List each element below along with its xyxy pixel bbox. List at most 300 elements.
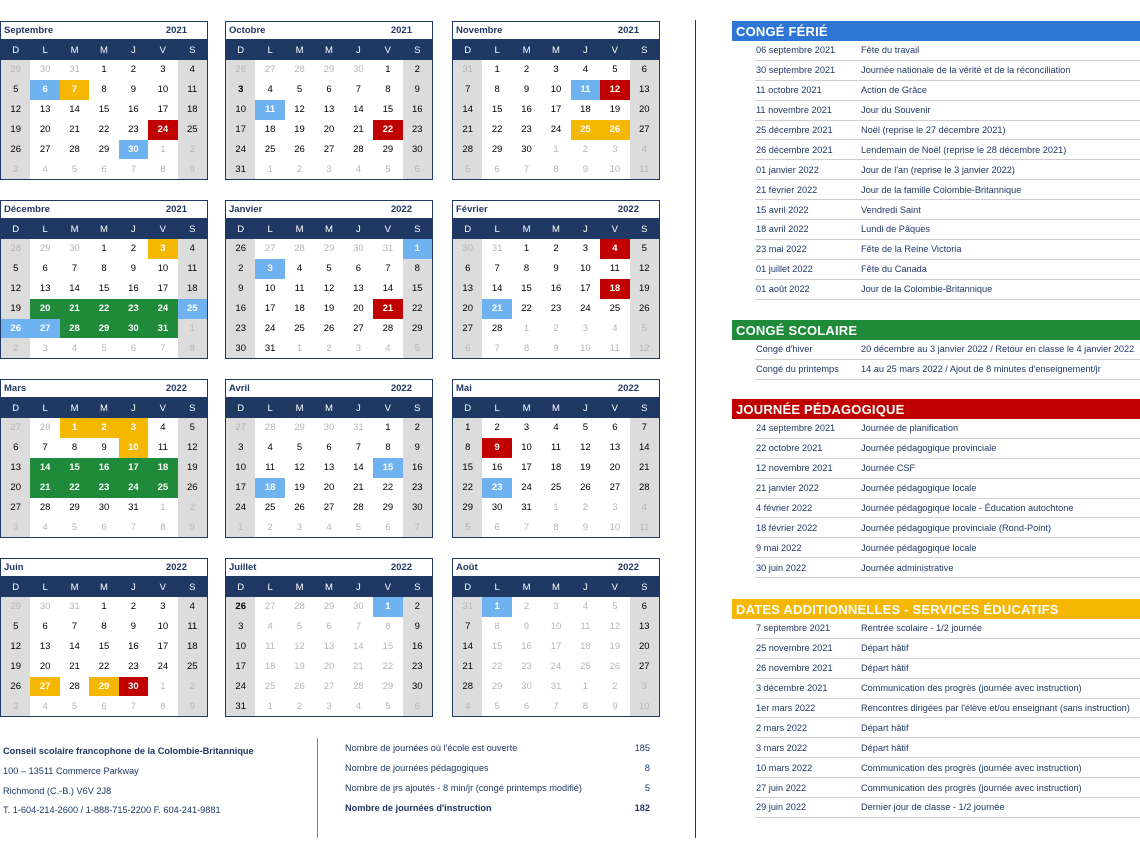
day-cell: 29 xyxy=(382,144,394,155)
day-cell: 3 xyxy=(255,259,284,279)
month-header xyxy=(453,380,659,398)
weekday-header: M xyxy=(512,577,541,597)
day-cell: 27 xyxy=(39,144,51,155)
day-cell: 31 xyxy=(453,60,482,80)
day-cell: 30 xyxy=(119,140,148,160)
month-calendar xyxy=(0,21,208,180)
day-cell: 15 xyxy=(521,283,532,295)
day-cell: 30 xyxy=(119,319,148,339)
day-cell: 30 xyxy=(521,681,532,692)
month-name: Novembre xyxy=(456,25,503,36)
weekday-header: D xyxy=(1,398,30,418)
month-calendar xyxy=(225,21,433,180)
day-cell: 5 xyxy=(71,521,78,533)
day-cell: 21 xyxy=(69,124,80,136)
event-row xyxy=(755,738,1140,758)
event-label: Fête du travail xyxy=(861,45,920,56)
weekday-header: M xyxy=(541,219,570,239)
event-date: 27 juin 2022 xyxy=(756,782,807,793)
phone-line: T. 1-604-214-2600 / 1-888-715-2200 F. 604-241-9881 xyxy=(3,805,221,816)
event-label: 20 décembre au 3 janvier 2022 / Retour en classe le 4 janvier 2022 xyxy=(861,344,1135,355)
day-cell: 19 xyxy=(178,458,207,478)
day-cell: 14 xyxy=(353,104,364,116)
weekday-header: M xyxy=(60,40,89,60)
day-cell: 30 xyxy=(453,239,482,259)
event-date: 21 février 2022 xyxy=(756,184,818,195)
day-cell: 6 xyxy=(130,342,137,354)
event-label: Journée administrative xyxy=(861,562,954,573)
day-cell: 28 xyxy=(69,144,80,155)
day-cell: 28 xyxy=(491,323,503,334)
day-cell: 9 xyxy=(582,521,589,533)
day-cell: 17 xyxy=(264,303,276,315)
day-cell: 22 xyxy=(382,661,394,673)
day-cell: 9 xyxy=(101,442,107,454)
day-cell: 16 xyxy=(491,462,503,474)
event-row xyxy=(755,459,1140,479)
day-cell: 23 xyxy=(128,661,139,673)
event-row xyxy=(755,260,1140,280)
month-name: Octobre xyxy=(229,25,266,36)
day-cell: 31 xyxy=(382,243,394,255)
day-cell: 3 xyxy=(582,243,589,255)
day-cell: 4 xyxy=(582,64,589,76)
day-cell: 11 xyxy=(157,442,168,454)
stat-label: Nombre de journées où l'école est ouverte xyxy=(345,743,518,753)
day-cell: 4 xyxy=(267,442,273,454)
day-cell: 4 xyxy=(178,60,207,80)
section-header-dates-additionnelles xyxy=(732,599,1140,619)
day-cell: 2 xyxy=(1,338,30,358)
day-cell: 30 xyxy=(403,498,432,518)
day-cell: 4 xyxy=(42,521,48,533)
day-cell: 27 xyxy=(323,502,335,513)
list-dates-additionnelles xyxy=(755,619,1140,818)
weekday-header: M xyxy=(512,219,541,239)
day-cell: 3 xyxy=(160,601,166,613)
day-cell: 14 xyxy=(453,637,482,657)
weekday-header: M xyxy=(60,398,89,418)
day-cell: 27 xyxy=(226,418,255,438)
event-row xyxy=(755,798,1140,818)
day-cell: 1 xyxy=(385,64,391,76)
day-cell: 8 xyxy=(385,442,391,454)
day-cell: 26 xyxy=(226,239,255,259)
day-cell: 21 xyxy=(453,120,482,140)
event-date: 2 mars 2022 xyxy=(756,722,808,733)
weekday-header: J xyxy=(119,219,148,239)
event-label: Départ hâtif xyxy=(861,722,909,733)
event-date: 1er mars 2022 xyxy=(756,703,816,713)
day-cell: 25 xyxy=(264,502,276,513)
day-cell: 3 xyxy=(1,159,30,179)
day-cell: 17 xyxy=(226,478,255,498)
day-cell: 10 xyxy=(226,637,255,657)
day-cell: 25 xyxy=(178,299,207,319)
day-cell: 26 xyxy=(600,120,629,140)
day-cell: 8 xyxy=(178,338,207,358)
day-cell: 21 xyxy=(482,299,511,319)
month-calendar xyxy=(452,379,660,538)
day-cell: 30 xyxy=(39,601,51,613)
list-journee-pedagogique xyxy=(755,419,1140,578)
day-cell: 15 xyxy=(382,641,394,653)
stat-row xyxy=(345,778,650,798)
day-cell: 16 xyxy=(89,458,118,478)
event-date: 29 juin 2022 xyxy=(756,802,807,813)
event-label: Jour de la Colombie-Britannique xyxy=(861,284,993,295)
day-cell: 28 xyxy=(630,478,659,498)
day-cell: 16 xyxy=(226,299,255,319)
weekday-header: M xyxy=(314,219,343,239)
day-cell: 30 xyxy=(491,502,503,513)
event-row xyxy=(755,340,1140,360)
day-cell: 30 xyxy=(323,422,335,434)
day-cell: 19 xyxy=(294,661,305,673)
event-row xyxy=(755,41,1140,61)
day-cell: 5 xyxy=(630,319,659,339)
month-header xyxy=(226,559,432,577)
weekday-header: D xyxy=(453,219,482,239)
day-cell: 1 xyxy=(160,502,166,513)
month-calendar xyxy=(0,200,208,359)
day-cell: 23 xyxy=(128,124,139,136)
day-cell: 24 xyxy=(550,661,562,673)
event-row xyxy=(755,718,1140,738)
day-cell: 16 xyxy=(403,637,432,657)
day-cell: 15 xyxy=(403,279,432,299)
event-label: Rentrée scolaire - 1/2 journée xyxy=(861,623,983,634)
weekday-header: M xyxy=(89,219,118,239)
day-cell: 26 xyxy=(1,140,30,160)
weekday-header: S xyxy=(178,219,207,239)
month-year: 2021 xyxy=(165,25,187,36)
day-cell: 1 xyxy=(523,323,530,334)
day-cell: 6 xyxy=(326,442,332,454)
day-cell: 12 xyxy=(600,80,629,100)
day-cell: 5 xyxy=(178,418,207,438)
day-cell: 12 xyxy=(1,100,30,120)
day-cell: 26 xyxy=(178,478,207,498)
day-cell: 23 xyxy=(521,661,532,673)
event-row xyxy=(755,280,1140,300)
day-cell: 8 xyxy=(553,163,559,175)
day-cell: 19 xyxy=(1,120,30,140)
day-cell: 26 xyxy=(294,502,305,513)
day-cell: 11 xyxy=(294,283,305,295)
day-cell: 22 xyxy=(98,124,110,136)
day-cell: 31 xyxy=(353,422,364,434)
event-label: Jour de l'an (reprise le 3 janvier 2022) xyxy=(861,164,1015,175)
day-cell: 13 xyxy=(323,104,335,116)
day-cell: 13 xyxy=(323,462,335,474)
day-cell: 3 xyxy=(148,239,177,259)
day-cell: 13 xyxy=(630,617,659,637)
day-cell: 6 xyxy=(523,700,530,712)
day-cell: 17 xyxy=(226,120,255,140)
day-cell: 7 xyxy=(453,617,482,637)
weekday-header: V xyxy=(373,577,402,597)
day-cell: 8 xyxy=(101,263,107,275)
weekday-header: D xyxy=(1,577,30,597)
event-date: 18 février 2022 xyxy=(756,522,818,533)
day-cell: 4 xyxy=(267,621,273,633)
event-date: 3 mars 2022 xyxy=(756,742,808,753)
weekday-header: L xyxy=(482,40,511,60)
day-cell: 12 xyxy=(630,259,659,279)
day-cell: 11 xyxy=(571,80,600,100)
day-cell: 1 xyxy=(178,319,207,339)
day-cell: 17 xyxy=(580,283,591,295)
event-date: 26 novembre 2021 xyxy=(756,663,833,674)
weekday-header: L xyxy=(482,219,511,239)
weekday-header: M xyxy=(285,577,314,597)
day-cell: 22 xyxy=(491,661,503,673)
weekday-header: M xyxy=(541,40,570,60)
month-year: 2022 xyxy=(165,383,187,394)
day-cell: 31 xyxy=(226,159,255,179)
day-cell: 25 xyxy=(580,661,591,673)
day-cell: 30 xyxy=(39,64,51,76)
day-cell: 26 xyxy=(226,60,255,80)
day-cell: 30 xyxy=(403,677,432,697)
event-row xyxy=(755,101,1140,121)
day-cell: 11 xyxy=(630,517,659,537)
day-cell: 14 xyxy=(69,104,80,116)
day-cell: 23 xyxy=(482,478,511,498)
day-cell: 10 xyxy=(264,283,276,295)
month-name: Février xyxy=(456,204,488,215)
weekday-header: V xyxy=(373,40,402,60)
day-cell: 3 xyxy=(630,677,659,697)
day-cell: 10 xyxy=(580,263,591,275)
day-cell: 9 xyxy=(553,342,559,354)
weekday-header: J xyxy=(119,398,148,418)
day-cell: 23 xyxy=(403,657,432,677)
event-row xyxy=(755,240,1140,260)
day-cell: 26 xyxy=(323,323,335,334)
event-label: Départ hâtif xyxy=(861,742,909,753)
day-cell: 27 xyxy=(609,482,621,494)
day-cell: 27 xyxy=(1,498,30,518)
weekday-header: S xyxy=(178,40,207,60)
day-cell: 1 xyxy=(267,163,273,175)
weekday-header: V xyxy=(600,40,629,60)
day-cell: 5 xyxy=(296,84,303,96)
day-cell: 8 xyxy=(494,621,500,633)
day-cell: 8 xyxy=(582,700,589,712)
day-cell: 21 xyxy=(630,458,659,478)
day-cell: 1 xyxy=(403,239,432,259)
day-cell: 7 xyxy=(130,700,137,712)
month-header xyxy=(1,559,207,577)
event-date: Congé du printemps xyxy=(756,364,839,375)
address-line-1: 100 – 13511 Commerce Parkway xyxy=(3,765,139,776)
event-date: 06 septembre 2021 xyxy=(756,45,836,56)
stat-value: 8 xyxy=(644,763,650,773)
day-cell: 25 xyxy=(178,657,207,677)
day-cell: 6 xyxy=(453,338,482,358)
day-cell: 8 xyxy=(160,521,166,533)
day-cell: 6 xyxy=(326,621,332,633)
day-cell: 19 xyxy=(294,482,305,494)
day-cell: 30 xyxy=(119,677,148,697)
day-cell: 12 xyxy=(294,641,305,653)
day-cell: 18 xyxy=(264,124,276,136)
day-cell: 26 xyxy=(609,661,621,673)
weekday-header: V xyxy=(148,219,177,239)
divider-footer xyxy=(317,738,318,838)
event-row xyxy=(755,538,1140,558)
day-cell: 4 xyxy=(582,601,589,613)
section-header-conge-scolaire xyxy=(732,320,1140,340)
day-cell: 8 xyxy=(385,621,391,633)
day-cell: 9 xyxy=(178,159,207,179)
day-cell: 27 xyxy=(264,601,276,613)
day-cell: 2 xyxy=(130,243,137,255)
event-date: 22 octobre 2021 xyxy=(756,443,823,454)
event-label: Départ hâtif xyxy=(861,663,909,674)
event-row xyxy=(755,61,1140,81)
weekday-header: V xyxy=(148,40,177,60)
day-cell: 6 xyxy=(42,263,48,275)
day-cell: 2 xyxy=(494,422,500,434)
day-cell: 29 xyxy=(323,601,335,613)
weekday-header: V xyxy=(600,219,629,239)
month-name: Avril xyxy=(229,383,250,394)
day-cell: 18 xyxy=(255,478,284,498)
day-cell: 7 xyxy=(553,700,559,712)
event-date: 23 mai 2022 xyxy=(756,244,807,255)
day-cell: 8 xyxy=(385,84,391,96)
day-cell: 29 xyxy=(491,144,503,155)
weekday-header: L xyxy=(255,398,284,418)
weekday-header: D xyxy=(226,40,255,60)
day-cell: 1 xyxy=(582,681,589,692)
day-cell: 4 xyxy=(71,342,78,354)
day-cell: 29 xyxy=(323,64,335,76)
day-cell: 31 xyxy=(521,502,532,513)
day-cell: 10 xyxy=(226,458,255,478)
month-name: Mai xyxy=(456,383,472,394)
day-cell: 8 xyxy=(160,700,166,712)
day-cell: 18 xyxy=(580,641,591,653)
day-cell: 3 xyxy=(226,438,255,458)
day-cell: 7 xyxy=(494,263,500,275)
weekday-header: M xyxy=(314,40,343,60)
day-cell: 2 xyxy=(130,64,137,76)
day-cell: 7 xyxy=(630,418,659,438)
day-cell: 13 xyxy=(323,641,335,653)
day-cell: 11 xyxy=(178,617,207,637)
event-date: 25 novembre 2021 xyxy=(756,643,833,654)
day-cell: 5 xyxy=(582,422,589,434)
event-label: Journée pédagogique locale - Éducation autochtone xyxy=(861,503,1074,513)
weekday-header: L xyxy=(30,577,59,597)
event-label: Action de Grâce xyxy=(861,85,927,96)
day-cell: 27 xyxy=(30,677,59,697)
day-cell: 4 xyxy=(326,521,332,533)
event-date: 01 janvier 2022 xyxy=(756,164,819,175)
event-row xyxy=(755,499,1140,519)
stat-row xyxy=(345,798,650,818)
day-cell: 18 xyxy=(178,279,207,299)
month-year: 2022 xyxy=(617,562,639,573)
day-cell: 22 xyxy=(60,478,89,498)
day-cell: 24 xyxy=(226,140,255,160)
month-calendar xyxy=(225,379,433,538)
day-cell: 31 xyxy=(550,681,562,692)
day-cell: 1 xyxy=(160,681,166,692)
month-year: 2021 xyxy=(617,25,639,36)
event-row xyxy=(755,778,1140,798)
weekday-header: M xyxy=(285,219,314,239)
day-cell: 21 xyxy=(69,661,80,673)
month-header xyxy=(1,380,207,398)
day-cell: 27 xyxy=(264,243,276,255)
month-header xyxy=(1,22,207,40)
day-cell: 6 xyxy=(30,80,59,100)
month-year: 2022 xyxy=(390,562,412,573)
day-cell: 25 xyxy=(264,681,276,692)
day-cell: 7 xyxy=(130,163,137,175)
day-cell: 24 xyxy=(148,120,177,140)
day-cell: 13 xyxy=(453,279,482,299)
day-cell: 10 xyxy=(580,342,591,354)
event-label: Lendemain de Noël (reprise le 28 décembre 2021) xyxy=(861,144,1067,155)
day-cell: 9 xyxy=(482,438,511,458)
weekday-header: M xyxy=(541,577,570,597)
day-cell: 1 xyxy=(267,700,273,712)
day-cell: 20 xyxy=(323,482,335,494)
event-label: Journée pédagogique locale xyxy=(861,542,977,553)
day-cell: 1 xyxy=(101,243,107,255)
day-cell: 2 xyxy=(403,597,432,617)
weekday-header: M xyxy=(512,398,541,418)
event-date: 11 novembre 2021 xyxy=(756,105,832,116)
summary-stats xyxy=(345,738,650,818)
event-row xyxy=(755,200,1140,220)
event-date: 18 avril 2022 xyxy=(756,224,809,235)
day-cell: 22 xyxy=(373,120,402,140)
day-cell: 7 xyxy=(355,84,362,96)
day-cell: 3 xyxy=(1,696,30,716)
day-cell: 6 xyxy=(630,60,659,80)
day-cell: 4 xyxy=(453,696,482,716)
event-label: Communication des progrès (journée avec instruction) xyxy=(861,683,1082,694)
day-cell: 17 xyxy=(157,104,169,116)
day-cell: 20 xyxy=(353,303,364,315)
day-cell: 3 xyxy=(612,502,618,513)
event-row xyxy=(755,360,1140,380)
day-cell: 2 xyxy=(267,521,273,533)
event-date: 25 décembre 2021 xyxy=(756,125,833,135)
day-cell: 9 xyxy=(130,263,137,275)
day-cell: 24 xyxy=(226,677,255,697)
day-cell: 1 xyxy=(296,342,303,354)
day-cell: 31 xyxy=(264,342,276,354)
day-cell: 6 xyxy=(1,438,30,458)
day-cell: 2 xyxy=(130,601,137,613)
day-cell: 16 xyxy=(521,104,532,116)
day-cell: 20 xyxy=(1,478,30,498)
weekday-header: M xyxy=(60,219,89,239)
day-cell: 3 xyxy=(226,617,255,637)
day-cell: 3 xyxy=(42,342,48,354)
day-cell: 6 xyxy=(385,521,391,533)
day-cell: 20 xyxy=(39,661,51,673)
day-cell: 24 xyxy=(580,303,591,315)
